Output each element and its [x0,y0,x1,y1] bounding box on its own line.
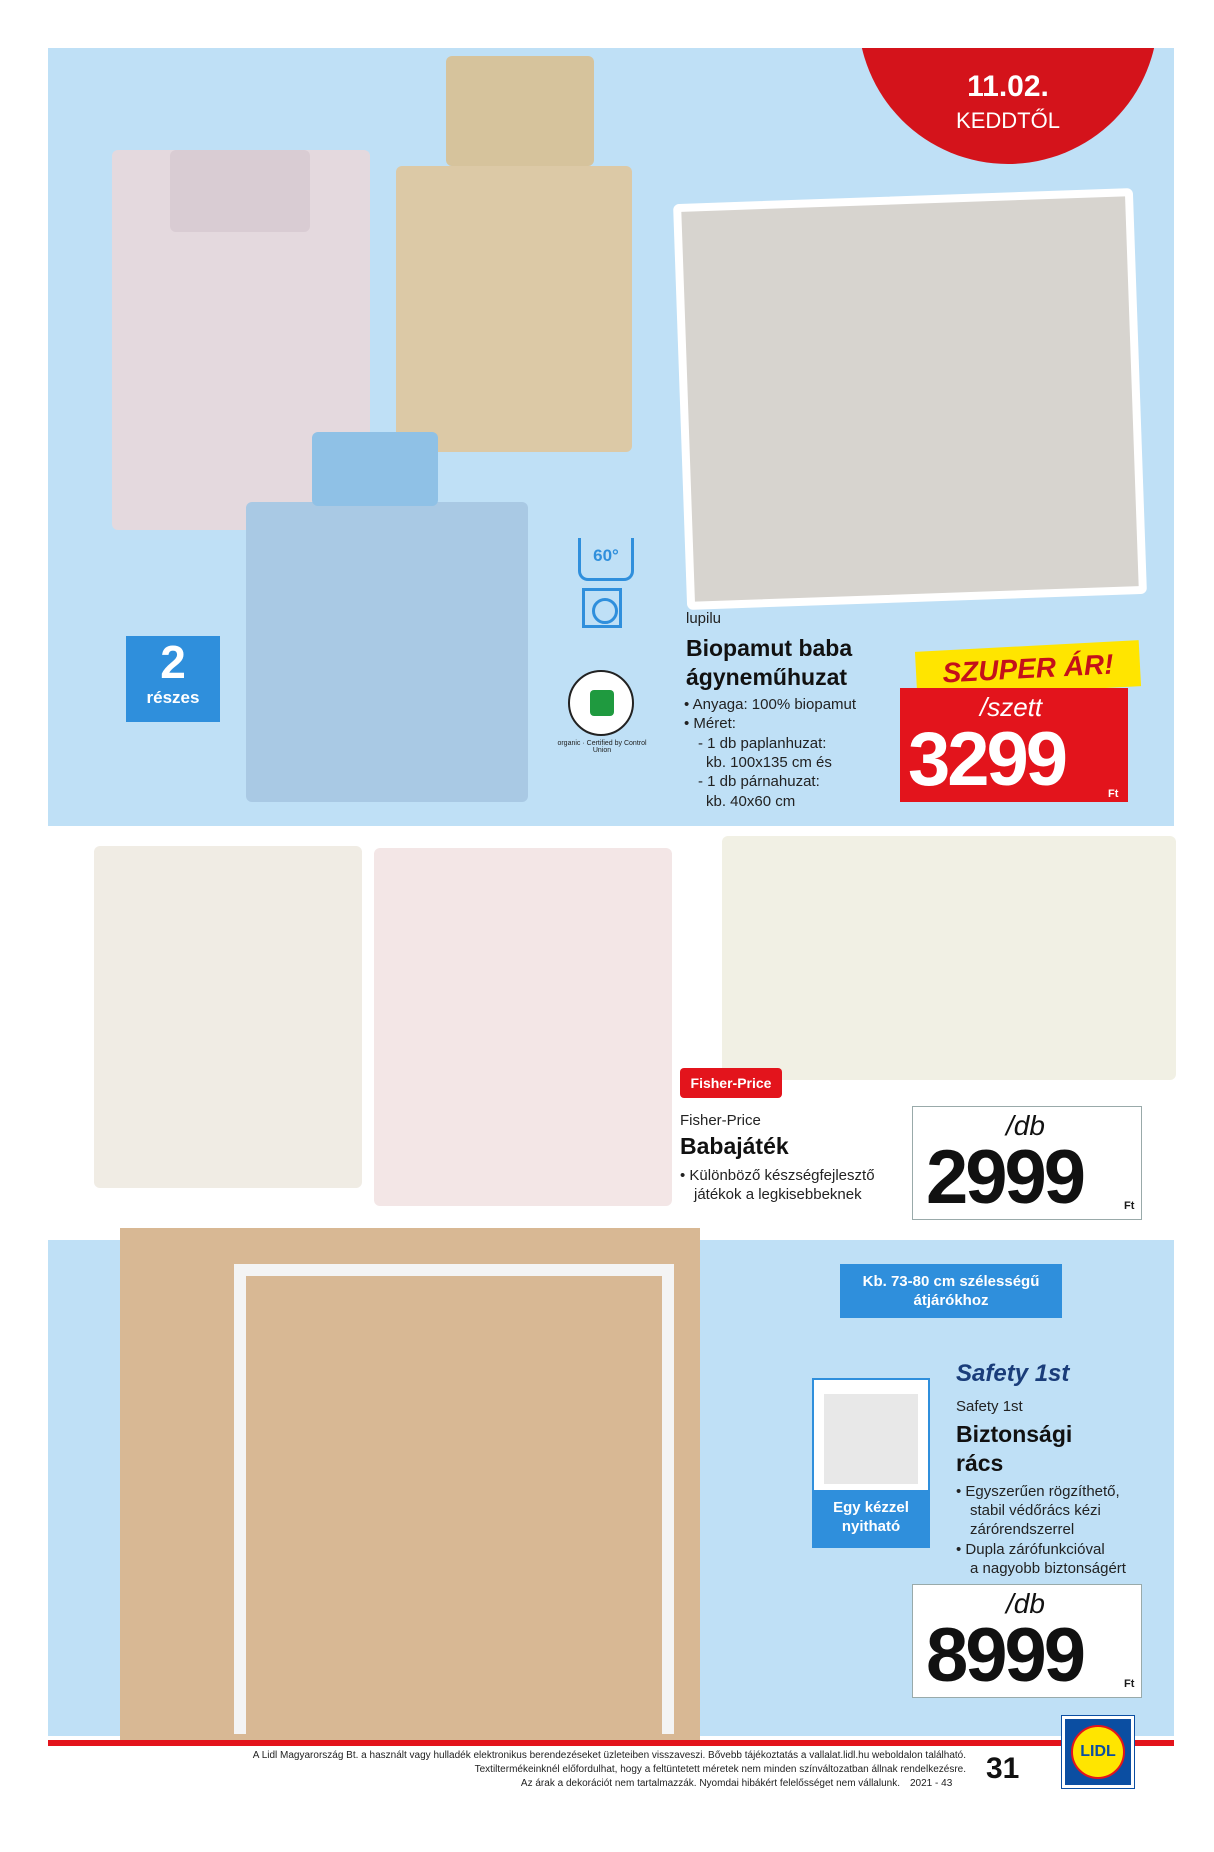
page-number: 31 [986,1752,1020,1785]
product1-price: 3299 [908,717,1066,802]
blue-pillow-image [312,432,438,506]
product1-brand: lupilu [686,610,722,627]
product1-currency: Ft [1108,788,1119,800]
pieces-label: részes [146,688,200,707]
product2-currency: Ft [1124,1200,1135,1212]
stacking-rings-image [94,846,362,1188]
product3-bullet: zárórendszerrel [970,1521,1075,1538]
date-badge [858,48,1158,164]
product3-bullet: stabil védőrács kézi [970,1502,1101,1519]
footer-red-rule [48,1740,1174,1746]
shirt-icon [590,690,614,716]
safety-1st-logo: Safety 1st [956,1360,1070,1387]
beige-duvet-image [396,166,632,452]
product2-bullet: játékok a legkisebbeknek [694,1186,862,1203]
tumble-dry-icon [582,588,622,628]
product1-bullet: - 1 db paplanhuzat: [698,735,827,752]
crib-photo [673,188,1147,610]
date-badge-label: KEDDTŐL [956,108,1060,133]
lidl-logo-text: LIDL [1080,1743,1116,1760]
product2-brand: Fisher-Price [680,1112,761,1129]
product2-price: 2999 [926,1135,1084,1220]
product1-unit: /szett [980,692,1043,722]
footer-line3: Az árak a dekorációt nem tartalmazzák. Nyomdai hibákért felelősséget nem vállalunk. [520,1778,900,1789]
pieces-badge [126,636,220,722]
product3-title-line1: Biztonsági [956,1421,1073,1447]
fisher-price-logo: Fisher-Price [680,1068,782,1098]
product2-title: Babajáték [680,1133,789,1159]
wash-60-icon [578,538,634,581]
product3-unit: /db [1006,1588,1045,1619]
product1-bullet: • Anyaga: 100% biopamut [684,696,857,713]
product3-price: 8999 [926,1613,1084,1698]
date-badge-date: 11.02. [967,70,1049,103]
product1-title-line1: Biopamut baba [686,635,853,661]
wash-temp: 60° [593,546,619,565]
inset-line1: Egy kézzel [833,1499,909,1516]
product3-bullet: • Dupla zárófunkcióval [956,1541,1105,1558]
product1-bullet: • Méret: [684,715,736,732]
footer-line2: Textiltermékeinknél előfordulhat, hogy a feltüntetett méretek nem minden színváltozatban állnak rendelkezésre. [474,1764,966,1775]
blue-duvet-image [246,502,528,802]
gate-lock-inset [812,1378,930,1548]
product1-bullet: - 1 db párnahuzat: [698,773,820,790]
super-price-label: SZUPER ÁR! [941,648,1115,689]
product3-title-line2: rács [956,1450,1004,1476]
gate-lock-image [824,1394,918,1484]
width-badge [840,1264,1062,1318]
product1-bullet: kb. 100x135 cm és [706,754,832,771]
product3-bullet: • Egyszerűen rögzíthető, [956,1483,1120,1500]
footer-line1: A Lidl Magyarország Bt. a használt vagy hulladék elektronikus berendezéseket üzleteiben visszaveszi. Bővebb tájékoztatás a vallalat.lidl.hu weboldalon található. [252,1750,966,1761]
product3-brand: Safety 1st [956,1398,1023,1415]
footer-issue: 2021 - 43 [910,1778,953,1789]
product3-currency: Ft [1124,1678,1135,1690]
lidl-logo [1062,1716,1134,1788]
product1-title-line2: ágyneműhuzat [686,664,848,690]
width-badge-line2: átjárókhoz [913,1292,989,1309]
inset-line2: nyitható [841,1518,901,1535]
pieces-number: 2 [160,636,186,688]
beige-pillow-image [446,56,594,166]
width-badge-line1: Kb. 73-80 cm szélességű [862,1273,1040,1290]
gate-frame [234,1264,674,1734]
pink-pillow-image [170,150,310,232]
product2-bullet: • Különböző készségfejlesztő [680,1167,875,1184]
product1-bullet: kb. 40x60 cm [706,793,796,810]
organic-cert-logo [568,670,634,736]
chatter-phone-image [374,848,672,1206]
shape-sorter-image [722,836,1176,1080]
cert-caption: organic · Certified by Control Union [557,740,647,754]
product2-unit: /db [1006,1110,1045,1141]
product3-bullet: a nagyobb biztonságért [970,1560,1126,1577]
